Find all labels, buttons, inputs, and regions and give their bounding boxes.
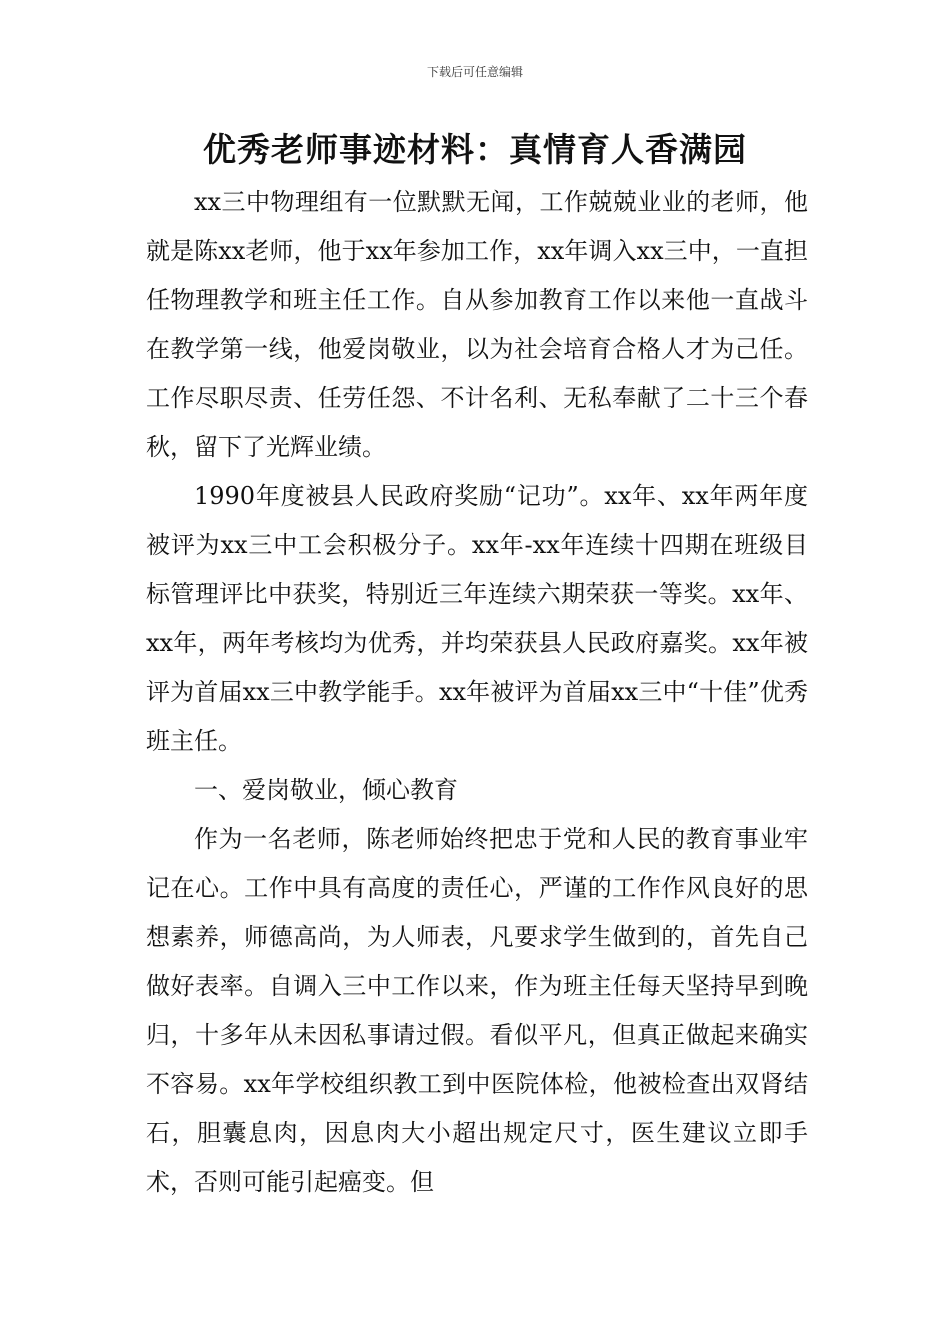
paragraph-dedication: 作为一名老师，陈老师始终把忠于党和人民的教育事业牢记在心。工作中具有高度的责任心，严谨的工作作风良好的思想素养，师德高尚，为人师表，凡要求学生做到的，首先自己做好表率。自调入三中工作以来，作为班主任每天坚持早到晚归，十多年从未因私事请过假。看似平凡，但真正做起来确实不容易。xx年学校组织教工到中医院体检，他被检查出双肾结石，胆囊息肉，因息肉大小超出规定尺寸，医生建议立即手术，否则可能引起癌变。但: [146, 825, 808, 1196]
document-title: 优秀老师事迹材料：真情育人香满园: [203, 130, 747, 169]
section-heading-dedication: 一、爱岗敬业，倾心教育: [194, 776, 458, 804]
paragraph-intro: xx三中物理组有一位默默无闻，工作兢兢业业的老师，他就是陈xx老师，他于xx年参加工作，xx年调入xx三中，一直担任物理教学和班主任工作。自从参加教育工作以来他一直战斗在教学第一线，他爱岗敬业，以为社会培育合格人才为己任。工作尽职尽责、任劳任怨、不计名利、无私奉献了二十三个春秋，留下了光辉业绩。: [146, 188, 808, 461]
paragraph-honors: 1990年度被县人民政府奖励“记功”。xx年、xx年两年度被评为xx三中工会积极分子。xx年-xx年连续十四期在班级目标管理评比中获奖，特别近三年连续六期荣获一等奖。xx年、xx年，两年考核均为优秀，并均荣获县人民政府嘉奖。xx年被评为首届xx三中教学能手。xx年被评为首届xx三中“十佳”优秀班主任。: [146, 482, 808, 755]
page-header-note: 下载后可任意编辑: [426, 65, 523, 79]
document-body: [146, 178, 808, 1207]
